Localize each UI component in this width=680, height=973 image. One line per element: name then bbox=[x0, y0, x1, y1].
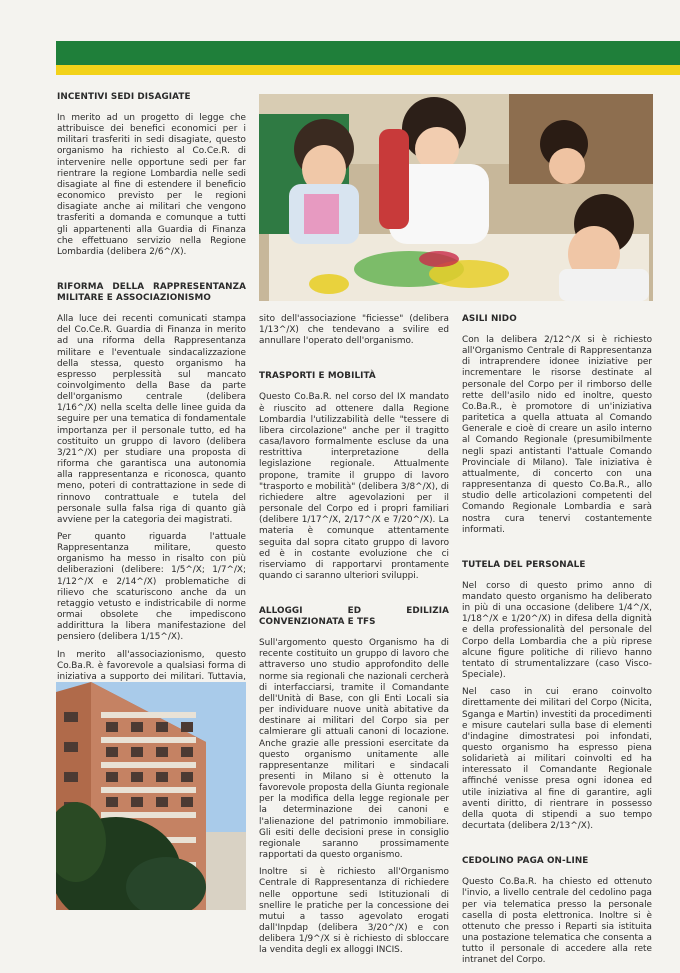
section-title-incentivi: INCENTIVI SEDI DISAGIATE bbox=[57, 92, 191, 102]
paragraph: Con la delibera 2/12^/X si è richiesto all'Organismo Centrale di Rappresentanza di intraprendere idonee iniziative per incrementare le risorse destinate al personale del Corpo per il rimborso delle rette dell'asilo nido ed inoltre, questo Co.Ba.R., è promotore di un'iniziativa paritetica a quella attuata al Comando Generale e cioè di creare un asilo interno al Comando Regionale (presumibilmente negli spazi antistanti l'attuale Comando Provinciale di Milano). Tale iniziativa è attualmente, di concerto con una rappresentanza di questo Co.Ba.R., allo studio delle articolazioni competenti del Comando Regionale Lombardia e sarà nostra cura tenervi costantemente informati. bbox=[462, 335, 652, 535]
section-title-trasporti: TRASPORTI E MOBILITÀ bbox=[259, 371, 376, 382]
paragraph: In merito ad un progetto di legge che attribuisce dei benefici economici per i militari trasferiti in sedi disagiate, questo organismo ha richiesto al Co.Ce.R. di intervenire nelle opportune sedi per far rientrare la regione Lombardia nelle sedi disagiate al fine di estendere il beneficio economico previsto per le regioni disagiate anche ai militari che vengono trasferiti a domanda e comunque a tutti gli appartenenti alla Guardia di Finanza che effettuano servizio nella Regione Lombardia (delibera 2/6^/X). bbox=[57, 113, 246, 257]
paragraph: Inoltre si è richiesto all'Organismo Centrale di Rappresentanza di richiedere nelle opportune sedi Istituzionali di snellire le pratiche per la concessione dei mutui a tasso agevolato erogati dall'Inpdap (delibera 3/20^/X) e con delibera 1/9^/X si è richiesto di sbloccare la vendita degli ex alloggi INCIS. bbox=[259, 867, 449, 956]
column-right bbox=[462, 314, 652, 973]
paragraph: Questo Co.Ba.R. ha chiesto ed ottenuto l'invio, a livello centrale del cedolino paga per via telematica presso la personale casella di posta elettronica. Inoltre si è ottenuto che presso i Reparti sia istituita una postazione telematica che consenta a tutto il personale di accedere alla rete intranet del Corpo. bbox=[462, 877, 652, 966]
paragraph: Per quanto riguarda l'attuale Rappresentanza militare, questo organismo ha messo in risalto con più deliberazioni (delibere: 1/5^/X; 1/7^/X; 1/12^/X e 2/14^/X) problematiche di rilievo che scaturiscono anche da un retaggio vetusto e indistricabile di norme ormai obsolete che impediscono addirittura la libera manifestazione del pensiero (delibera 1/15^/X). bbox=[57, 532, 246, 643]
paragraph: Questo Co.Ba.R. nel corso del IX mandato è riuscito ad ottenere dalla Regione Lombardia l'utilizzabilità delle "tessere di libera circolazione" anche per il tragitto casa/lavoro formalmente escluse da una restrittiva interpretazione della legislazione regionale. Attualmente propone, tramite il gruppo di lavoro "trasporto e mobilità" (delibera 3/8^/X), di richiedere altre agevolazioni per il personale del Corpo ed i propri familiari (delibere 1/17^/X, 2/17^/X e 7/20^/X). La materia è comunque attentamente seguita dal sopra citato gruppo di lavoro ed è in costante evoluzione che ci riserviamo di rapportarvi prontamente quando ci saranno ulteriori sviluppi. bbox=[259, 392, 449, 581]
paragraph: Sull'argomento questo Organismo ha di recente costituito un gruppo di lavoro che attraverso uno studio approfondito delle norme sia regionali che nazionali cercherà di interfacciarsi, tramite il Comandante dell'Unità di Base, con gli Enti Locali sia per individuare nuove unità abitative da destinare ai militari del Corpo sia per calmierare gli attuali canoni di locazione. Anche grazie alle pressioni esercitate da questo organismo unitamente alle rappresentanze militari e sindacali presenti in Milano si è ottenuto la favorevole proposta della Giunta regionale per la modifica della legge regionale per la determinazione dei canoni e l'alienazione del patrimonio immobiliare. Gli esiti delle decisioni prese in consiglio regionale saranno prossimamente rapportati da questo organismo. bbox=[259, 638, 449, 861]
column-left bbox=[57, 92, 246, 734]
photo-children-painting bbox=[259, 94, 653, 301]
paragraph: sito dell'associazione "ficiesse" (delibera 1/13^/X) che tendevano a svilire ed annullare l'operato dell'organismo. bbox=[259, 314, 449, 347]
paragraph: Nel caso in cui erano coinvolto direttamente dei militari del Corpo (Nicita, Sganga e Martin) investiti da procedimenti e misure cautelari sulla base di elementi d'indagine dimostratesi poi infondati, questo organismo ha espresso piena solidarietà ai militari coinvolti ed ha interessato il Comandante Regionale affinché venisse presa ogni idonea ed utile iniziativa al fine di garantire, agli aventi diritto, di rientrare in possesso della quota di stipendi a suo tempo decurtata (delibera 2/13^/X). bbox=[462, 687, 652, 832]
header-green-band bbox=[56, 41, 680, 65]
paragraph: In merito all'associazionismo, questo Co.Ba.R. è favorevole a qualsiasi forma di iniziativa a supporto dei militari. Tuttavia, bbox=[57, 649, 246, 682]
section-title-tutela: TUTELA DEL PERSONALE bbox=[462, 559, 586, 570]
section-title-riforma: RIFORMA DELLA RAPPRESENTANZA MILITARE E ASSOCIAZIONISMO bbox=[57, 282, 246, 304]
photo-apartment-building bbox=[56, 682, 246, 910]
paragraph: Nel corso di questo primo anno di mandato questo organismo ha deliberato in più di una occasione (delibere 1/4^/X, 1/18^/X e 1/20^/X) in difesa della dignità e della professionalità del personale del Corpo della Lombardia che a più riprese alcune figure politiche di rilievo hanno tentato di strumentalizzare (caso Visco-Speciale). bbox=[462, 580, 652, 681]
paragraph: Alla luce dei recenti comunicati stampa del Co.Ce.R. Guardia di Finanza in merito ad una riforma della Rappresentanza militare e l'eventuale sindacalizzazione della stessa, questo organismo ha espresso perplessità sul mancato coinvolgimento della Base da parte dell'organismo centrale (delibera 1/16^/X) nella scelta delle linee guida da seguire per una tematica di fondamentale importanza per il personale tutto, ed ha costituito un gruppo di lavoro (delibera 3/21^/X) per studiare una proposta di riforma che garantisca una autonomia alla rappresentanza e riconosca, quanto meno, poteri di contrattazione in sede di rinnovo contrattuale e tutela del personale sulla falsa riga di quanto già avviene per la categoria dei magistrati. bbox=[57, 314, 246, 525]
section-title-cedolino: CEDOLINO PAGA ON-LINE bbox=[462, 856, 589, 867]
header-yellow-band bbox=[56, 65, 680, 75]
section-title-asili: ASILI NIDO bbox=[462, 314, 517, 324]
column-middle bbox=[259, 314, 449, 963]
section-title-alloggi: ALLOGGI ED EDILIZIA CONVENZIONATA E TFS bbox=[259, 606, 449, 628]
